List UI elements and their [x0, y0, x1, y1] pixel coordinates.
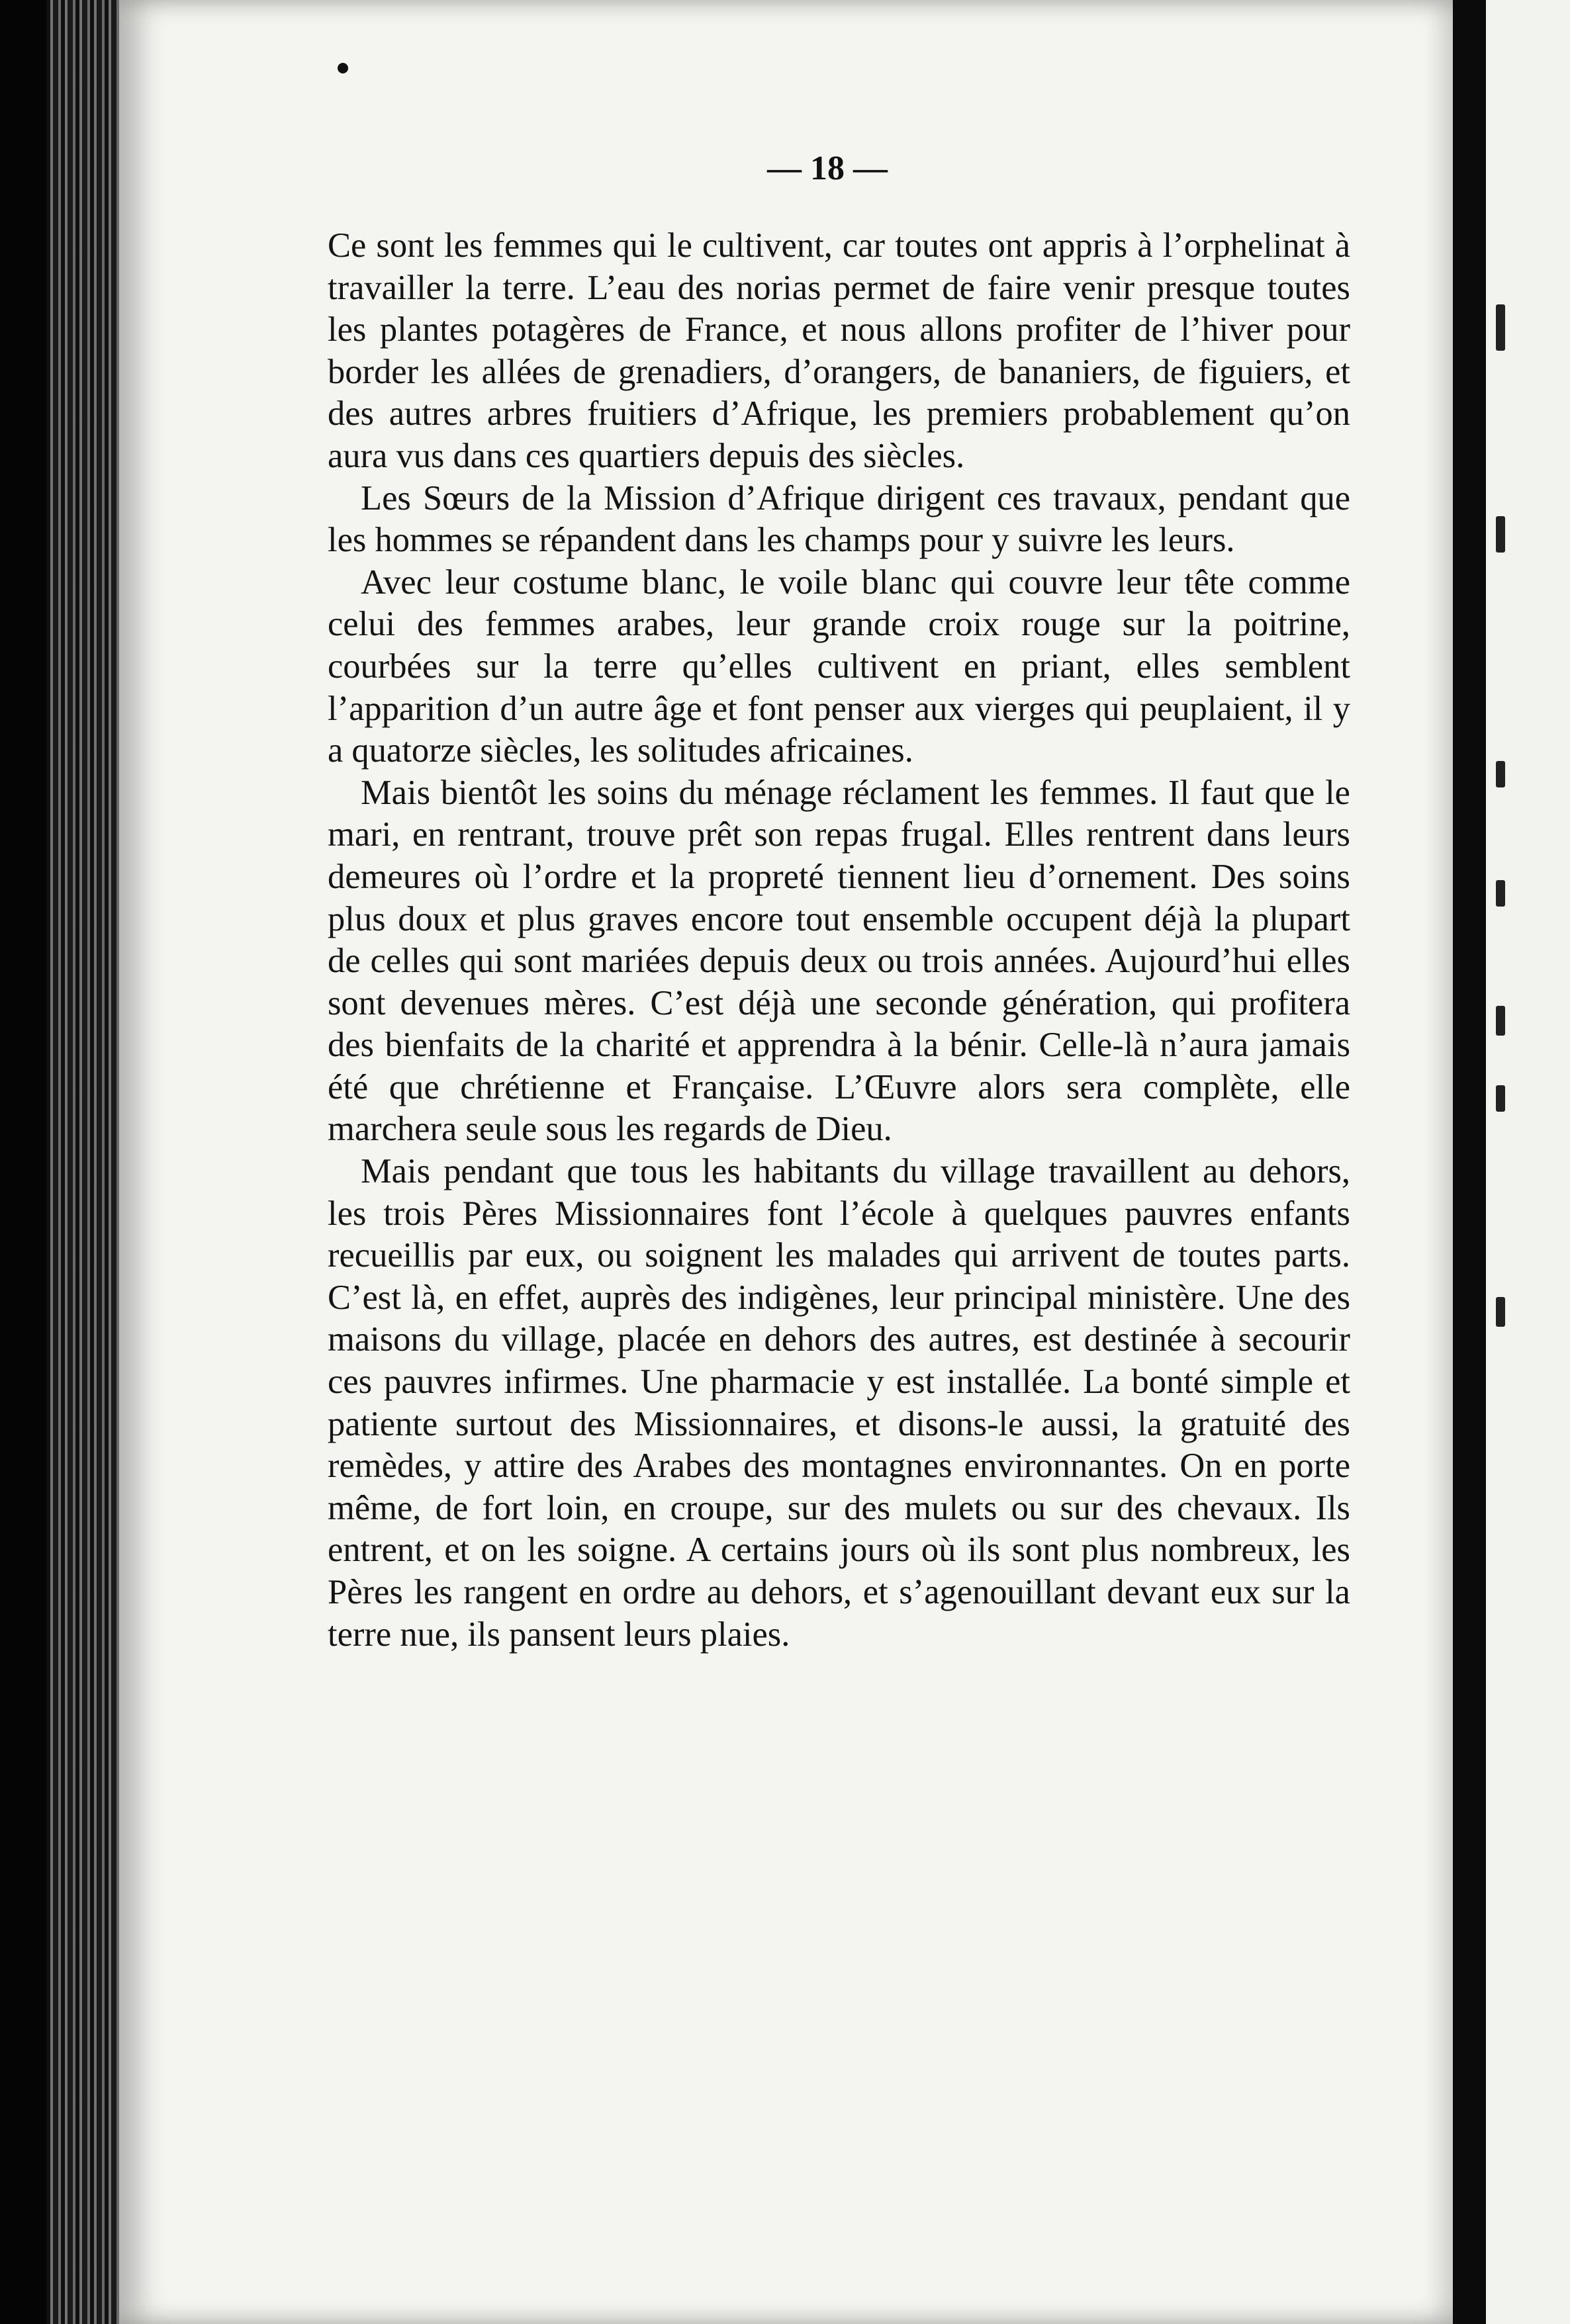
facing-page-mark [1496, 1085, 1505, 1112]
body-text [328, 225, 1350, 1656]
page-number: — 18 — [767, 150, 888, 187]
paragraph: Les Sœurs de la Mission d’Afrique dirigent ces travaux, pendant que les hommes se répandent dans les champs pour y suivre les leurs. [328, 478, 1350, 560]
paragraph: Ce sont les femmes qui le cultivent, car toutes ont appris à l’orphelinat à travailler la terre. L’eau des norias permet de faire venir presque toutes les plantes potagères de France, et nous allons profiter de l’hiver pour border les allées de grenadiers, d’orangers, de bananiers, de figuiers, et des autres arbres fruitiers d’Afrique, les premiers probablement qu’on aura vus dans ces quartiers depuis des siècles. [328, 226, 1350, 475]
book-gutter [1453, 0, 1486, 2324]
facing-page-mark [1496, 304, 1505, 351]
facing-page-mark [1496, 761, 1505, 787]
facing-page-mark [1496, 880, 1505, 907]
ink-speck [338, 63, 348, 73]
book-page-edges [46, 0, 126, 2324]
paragraph: Mais bientôt les soins du ménage réclament les femmes. Il faut que le mari, en rentrant, trouve prêt son repas frugal. Elles rentrent dans leurs demeures où l’ordre et la propreté tiennent lieu d’ornement. Des soins plus doux et plus graves encore tout ensemble occupent déjà la plupart de celles qui sont mariées depuis deux ou trois années. Aujourd’hui elles sont devenues mères. C’est déjà une seconde génération, qui profitera des bienfaits de la charité et apprendra à la bénir. Celle-là n’aura jamais été que chrétienne et Française. L’Œuvre alors sera complète, elle marchera seule sous les regards de Dieu. [328, 773, 1350, 1149]
facing-page-mark [1496, 1006, 1505, 1036]
facing-page-mark [1496, 1297, 1505, 1327]
paragraph: Mais pendant que tous les habitants du village travaillent au dehors, les trois Pères Missionnaires font l’école à quelques pauvres enfants recueillis par eux, ou soignent les malades qui arrivent de toutes parts. C’est là, en effet, auprès des indigènes, leur principal ministère. Une des maisons du village, placée en dehors des autres, est destinée à secourir ces pauvres infirmes. Une pharmacie y est installée. La bonté simple et patiente surtout des Missionnaires, et disons-le aussi, la gratuité des remèdes, y attire des Arabes des montagnes environnantes. On en porte même, de fort loin, en croupe, sur des mulets ou sur des chevaux. Ils entrent, et on les soigne. A certains jours où ils sont plus nombreux, les Pères les rangent en ordre au dehors, et s’agenouillant devant eux sur la terre nue, ils pansent leurs plaies. [328, 1152, 1350, 1654]
paragraph: Avec leur costume blanc, le voile blanc qui couvre leur tête comme celui des femmes arabes, leur grande croix rouge sur la poitrine, courbées sur la terre qu’elles cultivent en priant, elles semblent l’apparition d’un autre âge et font penser aux vierges qui peuplaient, il y a quatorze siècles, les solitudes africaines. [328, 562, 1350, 770]
facing-page-mark [1496, 516, 1505, 553]
